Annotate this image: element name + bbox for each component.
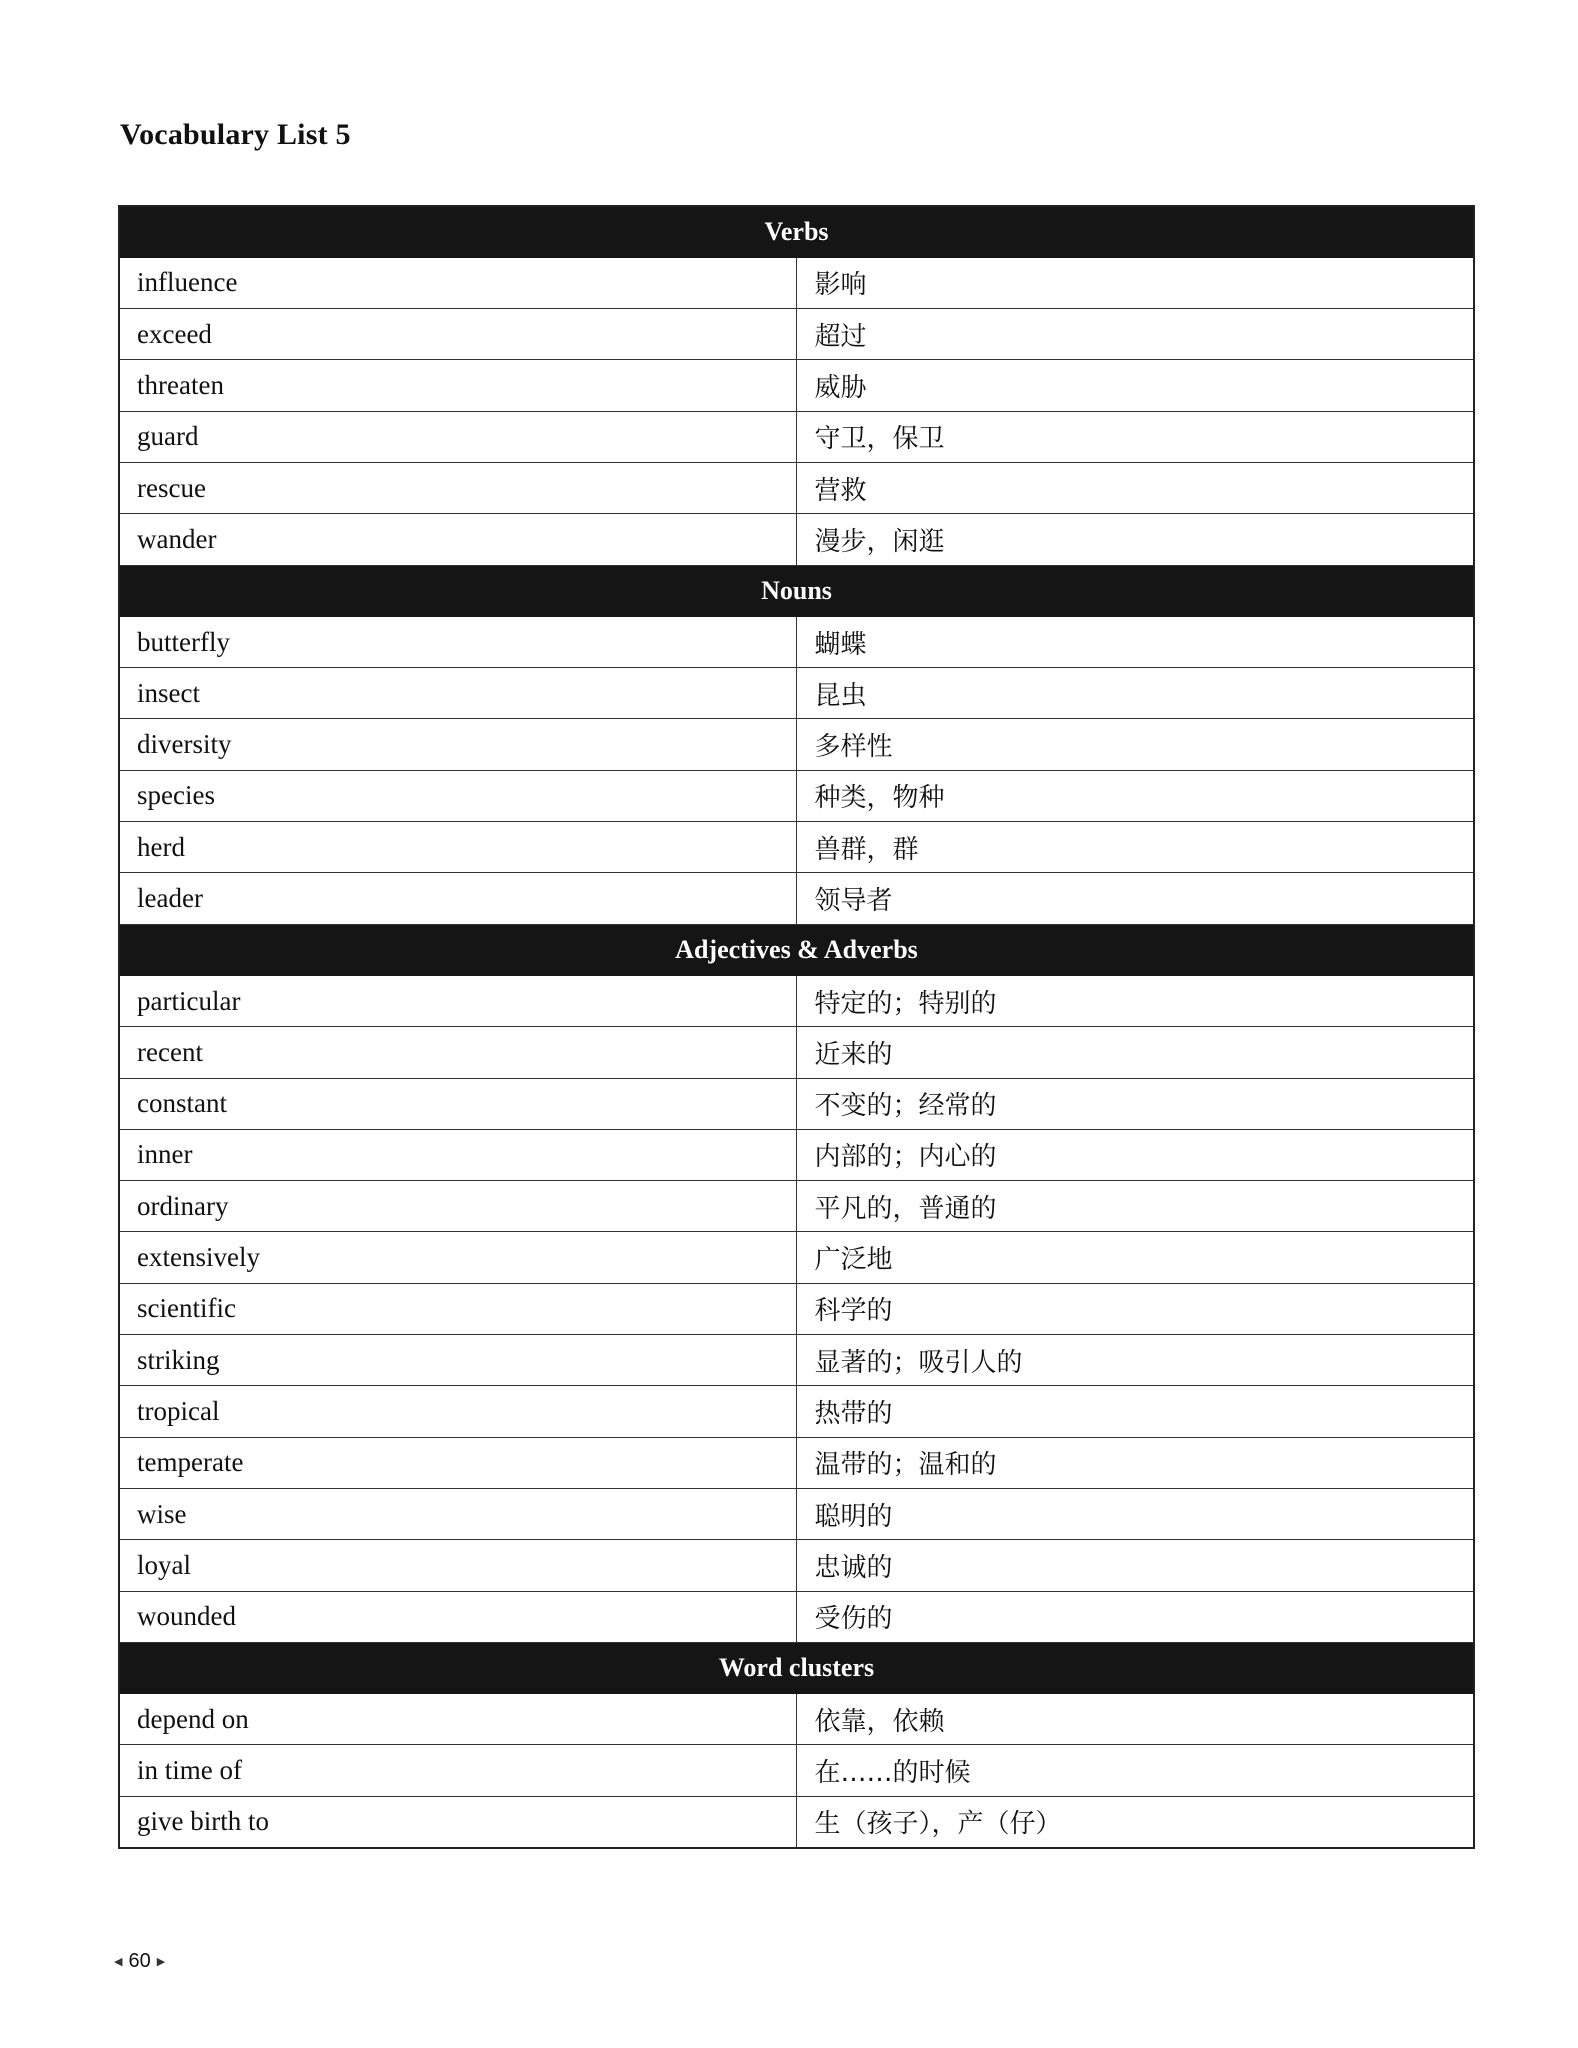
chinese-translation: 多样性 <box>796 719 1474 770</box>
section-heading: Nouns <box>119 565 1474 616</box>
chinese-translation: 在……的时候 <box>796 1745 1474 1796</box>
table-row <box>119 616 1474 667</box>
chinese-translation: 营救 <box>796 462 1474 513</box>
table-row <box>119 873 1474 924</box>
table-row <box>119 257 1474 308</box>
table-row <box>119 411 1474 462</box>
section-header-row <box>119 206 1474 257</box>
table-row <box>119 1129 1474 1180</box>
english-term: striking <box>119 1335 796 1386</box>
chinese-translation: 守卫，保卫 <box>796 411 1474 462</box>
section-heading: Verbs <box>119 206 1474 257</box>
english-term: insect <box>119 668 796 719</box>
vocabulary-table-body <box>119 206 1474 1848</box>
table-row <box>119 668 1474 719</box>
english-term: wander <box>119 514 796 565</box>
chinese-translation: 受伤的 <box>796 1591 1474 1642</box>
table-row <box>119 975 1474 1026</box>
table-row <box>119 770 1474 821</box>
english-term: wise <box>119 1488 796 1539</box>
english-term: leader <box>119 873 796 924</box>
table-row <box>119 719 1474 770</box>
table-row <box>119 1335 1474 1386</box>
chinese-translation: 科学的 <box>796 1283 1474 1334</box>
english-term: in time of <box>119 1745 796 1796</box>
table-row <box>119 1078 1474 1129</box>
english-term: rescue <box>119 462 796 513</box>
table-row <box>119 1283 1474 1334</box>
table-row <box>119 1796 1474 1847</box>
page-title: Vocabulary List 5 <box>120 118 351 151</box>
chinese-translation: 平凡的，普通的 <box>796 1181 1474 1232</box>
english-term: threaten <box>119 360 796 411</box>
chinese-translation: 聪明的 <box>796 1488 1474 1539</box>
table-row <box>119 1437 1474 1488</box>
chinese-translation: 领导者 <box>796 873 1474 924</box>
english-term: loyal <box>119 1540 796 1591</box>
chinese-translation: 广泛地 <box>796 1232 1474 1283</box>
page-number: 60 <box>128 1950 151 1972</box>
english-term: give birth to <box>119 1796 796 1847</box>
table-row <box>119 1488 1474 1539</box>
english-term: inner <box>119 1129 796 1180</box>
chinese-translation: 兽群，群 <box>796 822 1474 873</box>
table-row <box>119 1232 1474 1283</box>
english-term: exceed <box>119 309 796 360</box>
chinese-translation: 漫步，闲逛 <box>796 514 1474 565</box>
section-header-row <box>119 924 1474 975</box>
english-term: diversity <box>119 719 796 770</box>
table-row <box>119 1181 1474 1232</box>
page-footer <box>114 1950 165 1973</box>
chinese-translation: 依靠，依赖 <box>796 1694 1474 1745</box>
chinese-translation: 显著的；吸引人的 <box>796 1335 1474 1386</box>
table-row <box>119 1027 1474 1078</box>
english-term: butterfly <box>119 616 796 667</box>
english-term: guard <box>119 411 796 462</box>
chinese-translation: 忠诚的 <box>796 1540 1474 1591</box>
chinese-translation: 蝴蝶 <box>796 616 1474 667</box>
table-row <box>119 1694 1474 1745</box>
section-heading: Word clusters <box>119 1642 1474 1693</box>
english-term: scientific <box>119 1283 796 1334</box>
table-row <box>119 1386 1474 1437</box>
chinese-translation: 热带的 <box>796 1386 1474 1437</box>
chinese-translation: 特定的；特别的 <box>796 975 1474 1026</box>
english-term: influence <box>119 257 796 308</box>
chinese-translation: 不变的；经常的 <box>796 1078 1474 1129</box>
section-header-row <box>119 565 1474 616</box>
chinese-translation: 近来的 <box>796 1027 1474 1078</box>
table-row <box>119 514 1474 565</box>
english-term: species <box>119 770 796 821</box>
table-row <box>119 1745 1474 1796</box>
english-term: extensively <box>119 1232 796 1283</box>
section-heading: Adjectives & Adverbs <box>119 924 1474 975</box>
chinese-translation: 威胁 <box>796 360 1474 411</box>
english-term: temperate <box>119 1437 796 1488</box>
chinese-translation: 超过 <box>796 309 1474 360</box>
chinese-translation: 温带的；温和的 <box>796 1437 1474 1488</box>
table-row <box>119 1540 1474 1591</box>
english-term: depend on <box>119 1694 796 1745</box>
english-term: constant <box>119 1078 796 1129</box>
table-row <box>119 1591 1474 1642</box>
left-arrow-icon: ◀ <box>114 1956 123 1968</box>
chinese-translation: 影响 <box>796 257 1474 308</box>
chinese-translation: 种类，物种 <box>796 770 1474 821</box>
table-row <box>119 360 1474 411</box>
vocabulary-table <box>118 205 1475 1849</box>
english-term: particular <box>119 975 796 1026</box>
section-header-row <box>119 1642 1474 1693</box>
english-term: ordinary <box>119 1181 796 1232</box>
table-row <box>119 462 1474 513</box>
table-row <box>119 822 1474 873</box>
english-term: herd <box>119 822 796 873</box>
english-term: tropical <box>119 1386 796 1437</box>
chinese-translation: 内部的；内心的 <box>796 1129 1474 1180</box>
english-term: recent <box>119 1027 796 1078</box>
chinese-translation: 生（孩子），产（仔） <box>796 1796 1474 1847</box>
chinese-translation: 昆虫 <box>796 668 1474 719</box>
table-row <box>119 309 1474 360</box>
english-term: wounded <box>119 1591 796 1642</box>
right-arrow-icon: ▶ <box>156 1956 166 1968</box>
